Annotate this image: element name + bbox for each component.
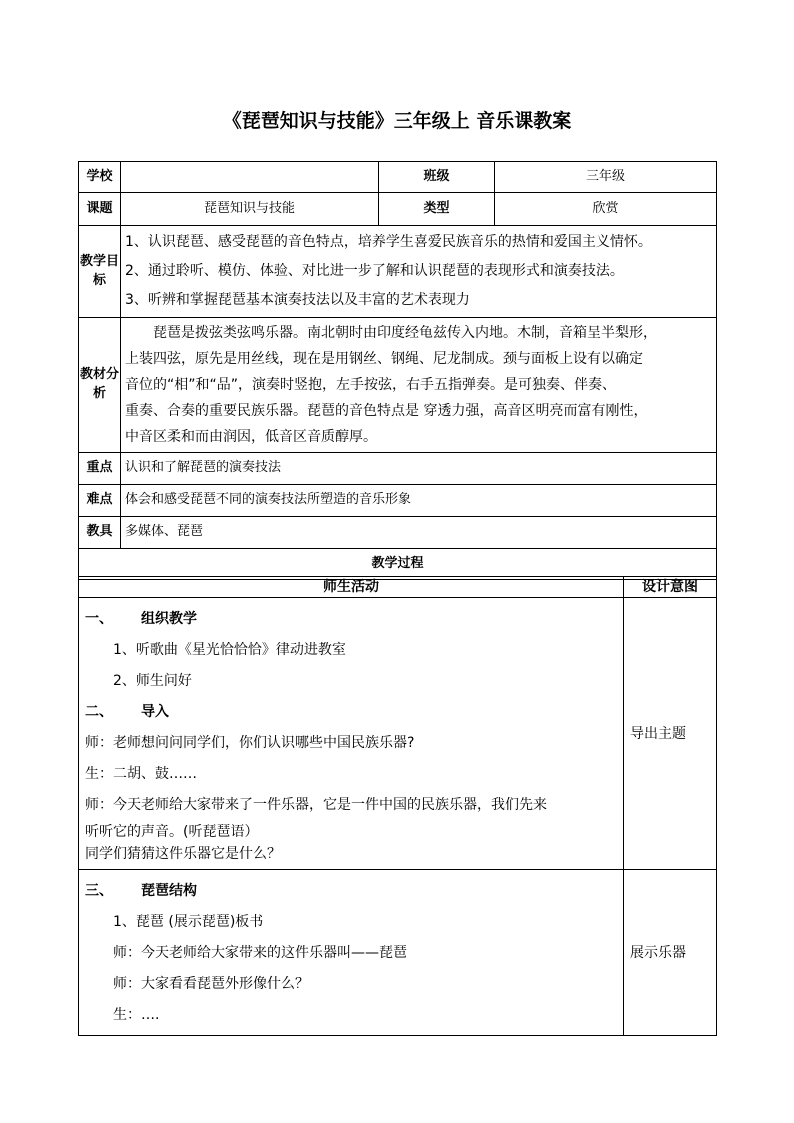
section-heading: 一、 组织教学 bbox=[85, 611, 197, 628]
tools-row bbox=[79, 517, 717, 549]
school-row bbox=[79, 162, 717, 193]
class-label: 班级 bbox=[379, 162, 495, 193]
process-heading-row bbox=[79, 549, 717, 580]
process-row-1 bbox=[79, 598, 717, 870]
material-line: 重奏、合奏的重要民族乐器。琵琶的音色特点是 穿透力强，高音区明亮而富有刚性， bbox=[125, 403, 648, 419]
difficult-value: 体会和感受琵琶不同的演奏技法所塑造的音乐形象 bbox=[121, 485, 717, 517]
material-row bbox=[79, 318, 717, 453]
activity-line: 师：今天老师给大家带来了一件乐器，它是一件中国的民族乐器，我们先来 bbox=[85, 797, 547, 814]
process-table bbox=[78, 576, 717, 1036]
key-value: 认识和了解琵琶的演奏技法 bbox=[121, 453, 717, 485]
activity-cell bbox=[79, 598, 624, 870]
tools-label: 教具 bbox=[79, 517, 121, 549]
activity-column-header: 师生活动 bbox=[79, 577, 624, 598]
difficult-row bbox=[79, 485, 717, 517]
intent-cell: 展示乐器 bbox=[624, 870, 717, 1036]
process-heading: 教学过程 bbox=[79, 549, 717, 580]
activity-line: 师：今天老师给大家带来的这件乐器叫——琵琶 bbox=[113, 945, 407, 962]
tools-value: 多媒体、琵琶 bbox=[121, 517, 717, 549]
material-line: 音位的“相”和“品”，演奏时竖抱，左手按弦，右手五指弹奏。是可独奏、伴奏、 bbox=[125, 377, 617, 393]
topic-value: 琵琶知识与技能 bbox=[121, 193, 379, 226]
goals-label: 教学目标 bbox=[79, 226, 121, 318]
type-value: 欣赏 bbox=[495, 193, 717, 226]
topic-label: 课题 bbox=[79, 193, 121, 226]
material-label: 教材分析 bbox=[79, 318, 121, 453]
material-line: 上装四弦，原先是用丝线，现在是用钢丝、钢绳、尼龙制成。颈与面板上设有以确定 bbox=[125, 351, 643, 367]
school-label: 学校 bbox=[79, 162, 121, 193]
section-heading: 二、 导入 bbox=[85, 704, 169, 721]
activity-line: 同学们猜猜这件乐器它是什么？ bbox=[85, 846, 281, 863]
intent-column-header: 设计意图 bbox=[624, 577, 717, 598]
process-header-row bbox=[79, 577, 717, 598]
material-line: 中音区柔和而由润因，低音区音质醇厚。 bbox=[125, 429, 377, 445]
activity-line: 1、琵琶 (展示琵琶)板书 bbox=[113, 914, 264, 931]
key-label: 重点 bbox=[79, 453, 121, 485]
difficult-label: 难点 bbox=[79, 485, 121, 517]
activity-line: 生：二胡、鼓…… bbox=[85, 766, 197, 783]
goal-item: 1、认识琵琶、感受琵琶的音色特点，培养学生喜爱民族音乐的热情和爱国主义情怀。 bbox=[125, 234, 652, 250]
school-value bbox=[121, 162, 379, 193]
type-label: 类型 bbox=[379, 193, 495, 226]
activity-line: 师：老师想问问同学们，你们认识哪些中国民族乐器? bbox=[85, 735, 415, 752]
material-content bbox=[121, 318, 717, 453]
goal-item: 2、通过聆听、模仿、体验、对比进一步了解和认识琵琶的表现形式和演奏技法。 bbox=[125, 263, 624, 279]
topic-row bbox=[79, 193, 717, 226]
activity-line: 师：大家看看琵琶外形像什么？ bbox=[113, 976, 309, 993]
section-heading: 三、 琵琶结构 bbox=[85, 883, 197, 900]
activity-line: 1、听歌曲《星光恰恰恰》律动进教室 bbox=[113, 642, 346, 659]
activity-line: 2、师生问好 bbox=[113, 673, 192, 690]
class-value: 三年级 bbox=[495, 162, 717, 193]
page-title: 《琵琶知识与技能》三年级上 音乐课教案 bbox=[222, 110, 572, 132]
goal-item: 3、听辨和掌握琵琶基本演奏技法以及丰富的艺术表现力 bbox=[125, 292, 470, 308]
goals-row bbox=[79, 226, 717, 318]
key-row bbox=[79, 453, 717, 485]
lesson-info-table bbox=[78, 161, 717, 580]
intent-cell: 导出主题 bbox=[624, 598, 717, 870]
material-line: 琵琶是拨弦类弦鸣乐器。南北朝时由印度经龟兹传入内地。木制，音箱呈半梨形， bbox=[153, 325, 657, 341]
activity-line: 生：…. bbox=[113, 1007, 160, 1024]
goals-content bbox=[121, 226, 717, 318]
activity-line: 听听它的声音。(听琵琶语） bbox=[85, 824, 259, 841]
activity-cell bbox=[79, 870, 624, 1036]
process-row-2 bbox=[79, 870, 717, 1036]
